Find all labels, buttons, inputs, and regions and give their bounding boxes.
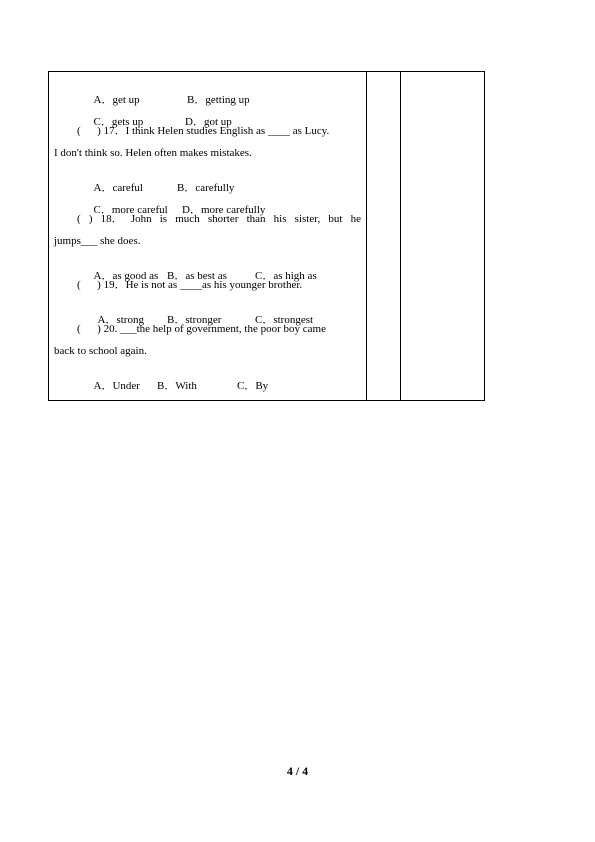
- q18-word: he: [350, 213, 361, 225]
- q18-word: much: [175, 213, 200, 225]
- q16-option-b: B．getting up: [187, 94, 250, 106]
- q17-option-c: C．more careful: [93, 204, 168, 216]
- q18-word: ): [88, 213, 93, 225]
- q18-stem-continued: jumps___ she does.: [54, 235, 141, 247]
- table-column-divider: [400, 72, 401, 400]
- q17-stem: ( ) 17．I think Helen studies English as ____ as Lucy.: [77, 125, 330, 137]
- q20-stem: ( ) 20. ___the help of government, the poor boy came: [77, 323, 326, 335]
- q18-word: is: [159, 213, 168, 225]
- q18-option-b: B．as best as: [167, 270, 227, 282]
- q18-word: than: [246, 213, 266, 225]
- questions-column: [49, 72, 366, 400]
- q20-stem-continued: back to school again.: [54, 345, 147, 357]
- q18-option-a: A．as good as: [93, 270, 159, 282]
- q19-option-a: A．strong: [97, 314, 144, 326]
- q20-option-a: A．Under: [93, 380, 140, 392]
- q16-option-c: C．gets up: [93, 116, 144, 128]
- question-table: [48, 71, 485, 401]
- table-column-divider: [366, 72, 367, 400]
- q18-stem: [77, 213, 361, 226]
- q19-option-b: B．stronger: [167, 314, 222, 326]
- q18-word: 18．: [100, 213, 123, 225]
- q18-word: but: [328, 213, 343, 225]
- q19-option-c: C．strongest: [255, 314, 314, 326]
- q17-option-a: A．careful: [93, 182, 143, 194]
- q17-option-d: D．more carefully: [182, 204, 266, 216]
- page-number: 4 / 4: [286, 764, 309, 778]
- q18-word: John: [130, 213, 152, 225]
- q18-word: (: [77, 213, 81, 225]
- q16-option-a: A．get up: [93, 94, 140, 106]
- q18-option-c: C．as high as: [255, 270, 317, 282]
- q20-option-b: B．With: [157, 380, 197, 392]
- q20-options-row: [77, 367, 269, 406]
- q17-option-b: B．carefully: [177, 182, 235, 194]
- q16-option-d: D．got up: [185, 116, 232, 128]
- q17-stem-continued: I don't think so. Helen often makes mistakes.: [54, 147, 252, 159]
- q18-word: sister,: [294, 213, 321, 225]
- q20-option-c: C．By: [237, 380, 269, 392]
- q18-word: his: [273, 213, 287, 225]
- q18-word: shorter: [207, 213, 239, 225]
- q19-stem: ( ) 19．He is not as ____as his younger brother.: [77, 279, 303, 291]
